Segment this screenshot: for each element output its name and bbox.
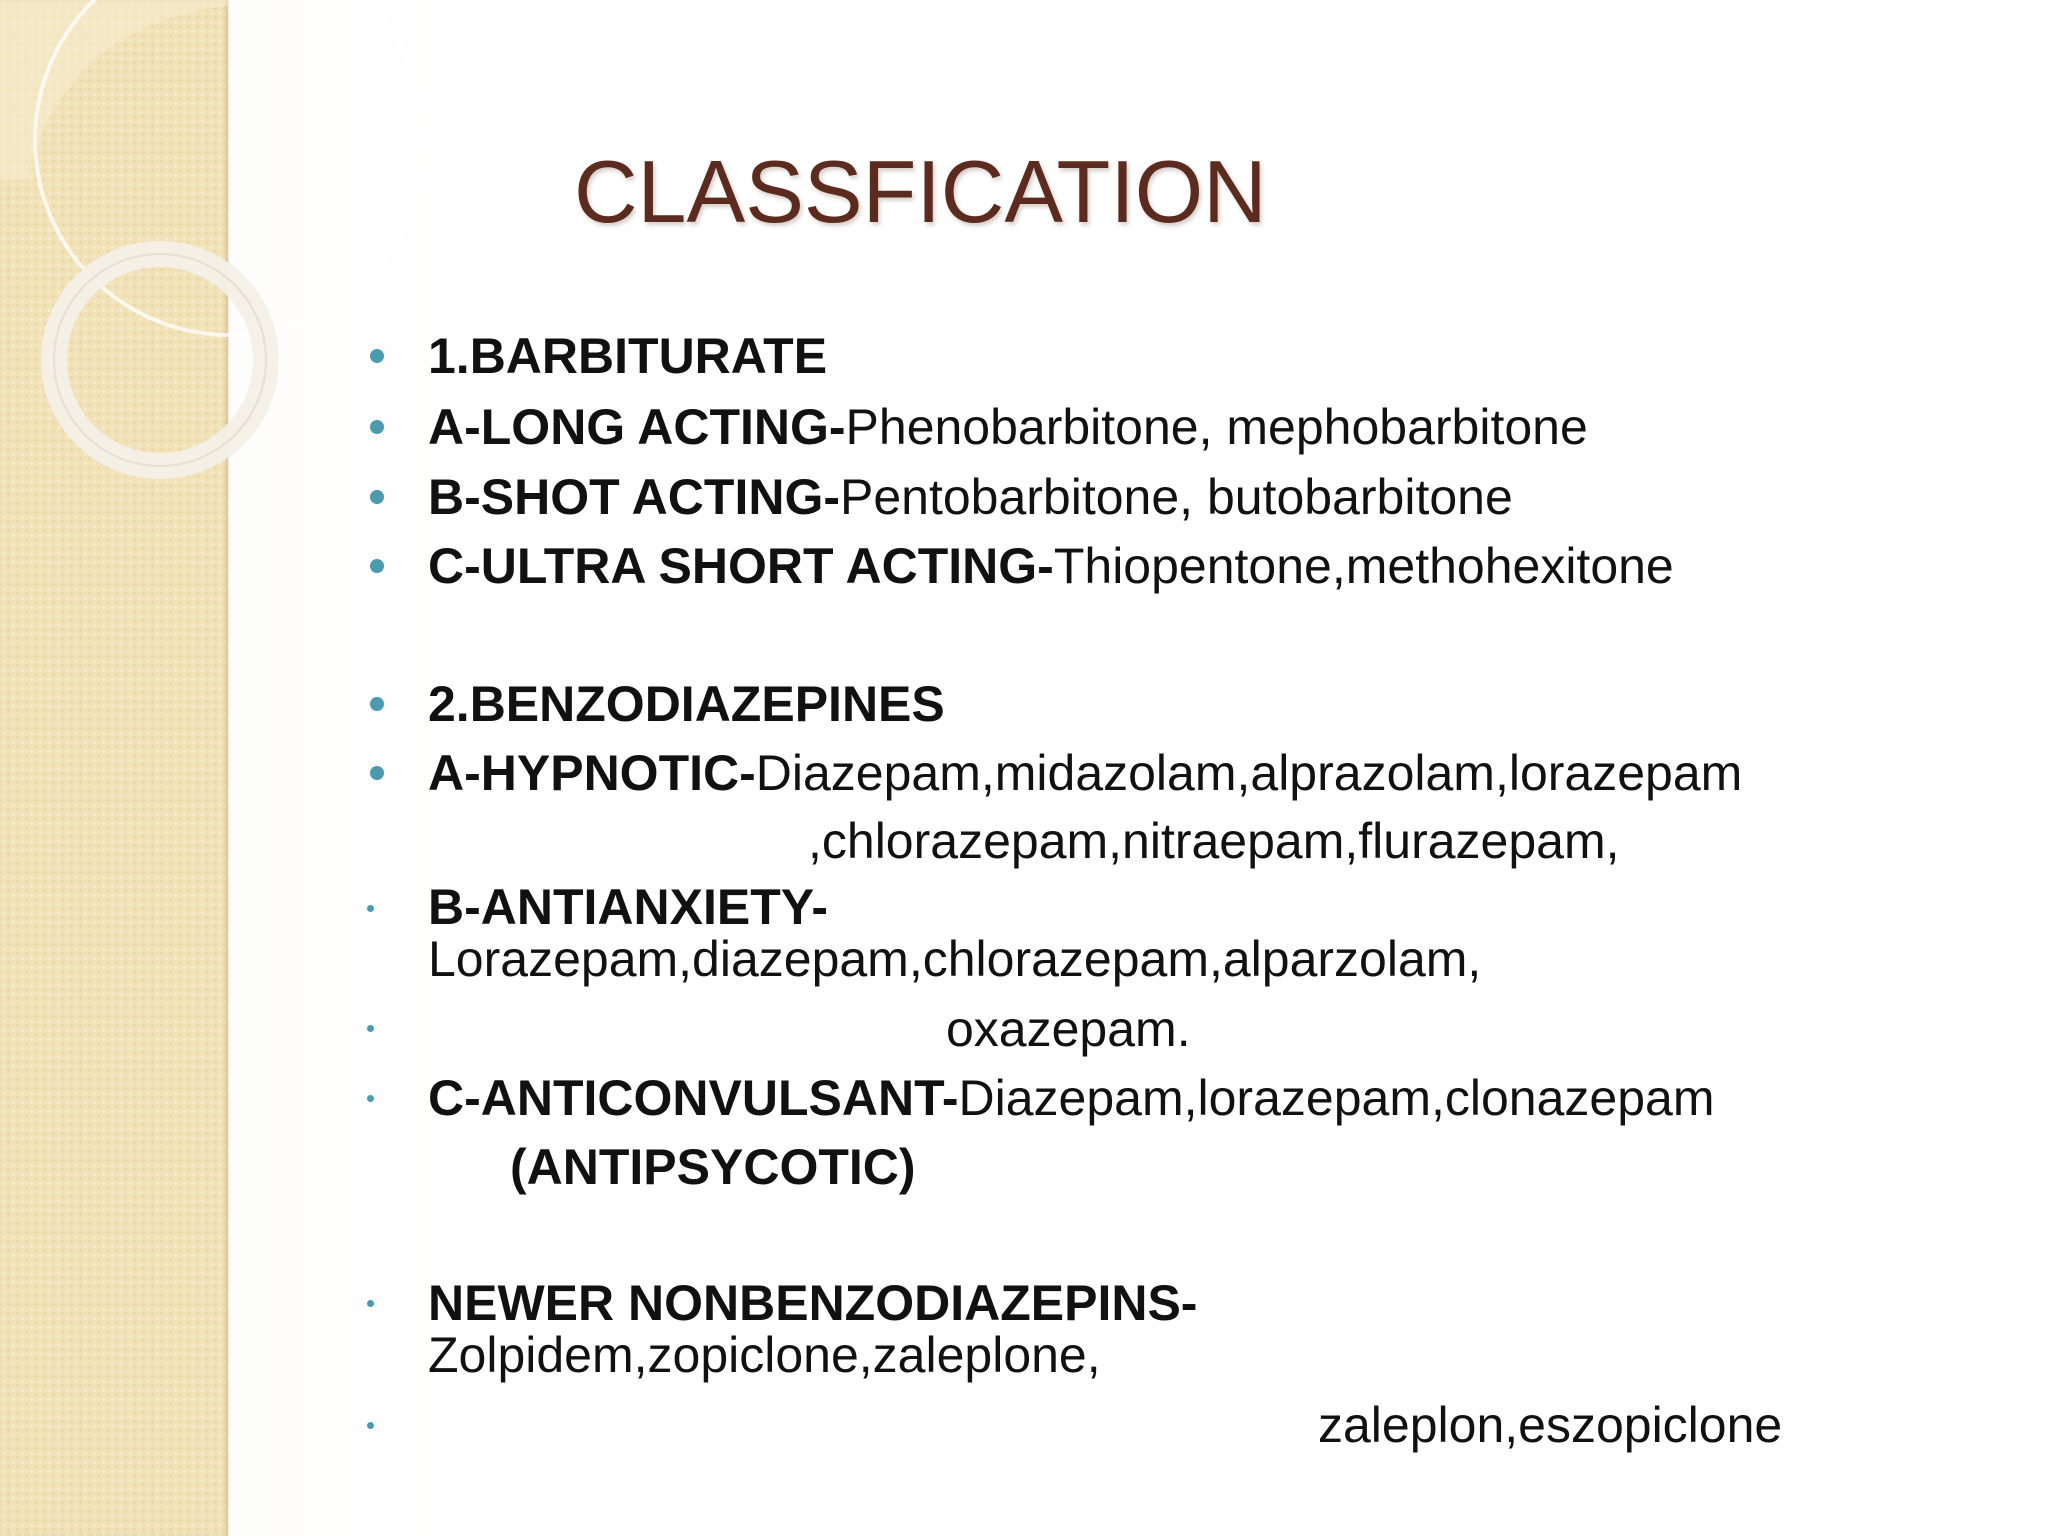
- bullet-marker: [370, 490, 384, 504]
- bullet-newer-nonbenzodiazepins-heading: [428, 1274, 1197, 1332]
- bullet-oxazepam: oxazepam.: [946, 1001, 1191, 1057]
- bullet-marker: [367, 1025, 374, 1032]
- bullet-hypnotic: [428, 744, 1742, 802]
- bullet-newer-nonbenzodiazepins-text: Zolpidem,zopiclone,zaleplone,: [428, 1327, 1101, 1383]
- bullet-benzodiazepines: [428, 675, 945, 733]
- bullet-text: Pentobarbitone, butobarbitone: [840, 469, 1513, 525]
- bullet-marker: [370, 349, 384, 363]
- bullet-text: Phenobarbitone, mephobarbitone: [845, 399, 1588, 455]
- bullet-ultra-short-acting: [428, 537, 1674, 595]
- bullet-heading: 2.BENZODIAZEPINES: [428, 676, 945, 732]
- bullet-heading: 1.BARBITURATE: [428, 328, 828, 384]
- bullet-text: Thiopentone,methohexitone: [1053, 538, 1674, 594]
- bullet-heading: B-SHOT ACTING-: [428, 469, 840, 525]
- bullet-marker: [370, 766, 384, 780]
- bullet-heading: C-ULTRA SHORT ACTING-: [428, 538, 1054, 594]
- bullet-heading: C-ANTICONVULSANT-: [428, 1070, 959, 1126]
- bullet-zaleplon: zaleplon,eszopiclone: [1318, 1397, 1783, 1453]
- slide-title: CLASSFICATION: [574, 142, 1267, 241]
- bullet-heading: A-LONG ACTING-: [428, 399, 846, 455]
- bullet-text: Diazepam,lorazepam,clonazepam: [958, 1070, 1715, 1126]
- bullet-heading: B-ANTIANXIETY-: [428, 879, 828, 935]
- bullet-marker: [370, 559, 384, 573]
- bullet-anticonvulsant: [428, 1069, 1714, 1127]
- bullet-marker: [367, 905, 374, 912]
- bullet-heading: A-HYPNOTIC-: [428, 745, 756, 801]
- bullet-barbiturate: [428, 327, 827, 385]
- bullet-long-acting: [428, 398, 1588, 456]
- bullet-short-acting: [428, 468, 1513, 526]
- bullet-marker: [370, 697, 384, 711]
- bullet-marker: [367, 1095, 374, 1102]
- bullet-antianxiety-heading: [428, 878, 828, 936]
- decorative-rings: [0, 0, 400, 520]
- bullet-marker: [370, 420, 384, 434]
- bullet-marker: [367, 1422, 374, 1429]
- bullet-anticonvulsant-continuation: (ANTIPSYCOTIC): [510, 1139, 916, 1195]
- bullet-antianxiety-text: Lorazepam,diazepam,chlorazepam,alparzolam,: [428, 931, 1482, 987]
- bullet-hypnotic-continuation: ,chlorazepam,nitraepam,flurazepam,: [808, 813, 1620, 869]
- bullet-text: Diazepam,midazolam,alprazolam,lorazepam: [755, 745, 1743, 801]
- bullet-heading: NEWER NONBENZODIAZEPINS-: [428, 1275, 1198, 1331]
- bullet-marker: [367, 1300, 374, 1307]
